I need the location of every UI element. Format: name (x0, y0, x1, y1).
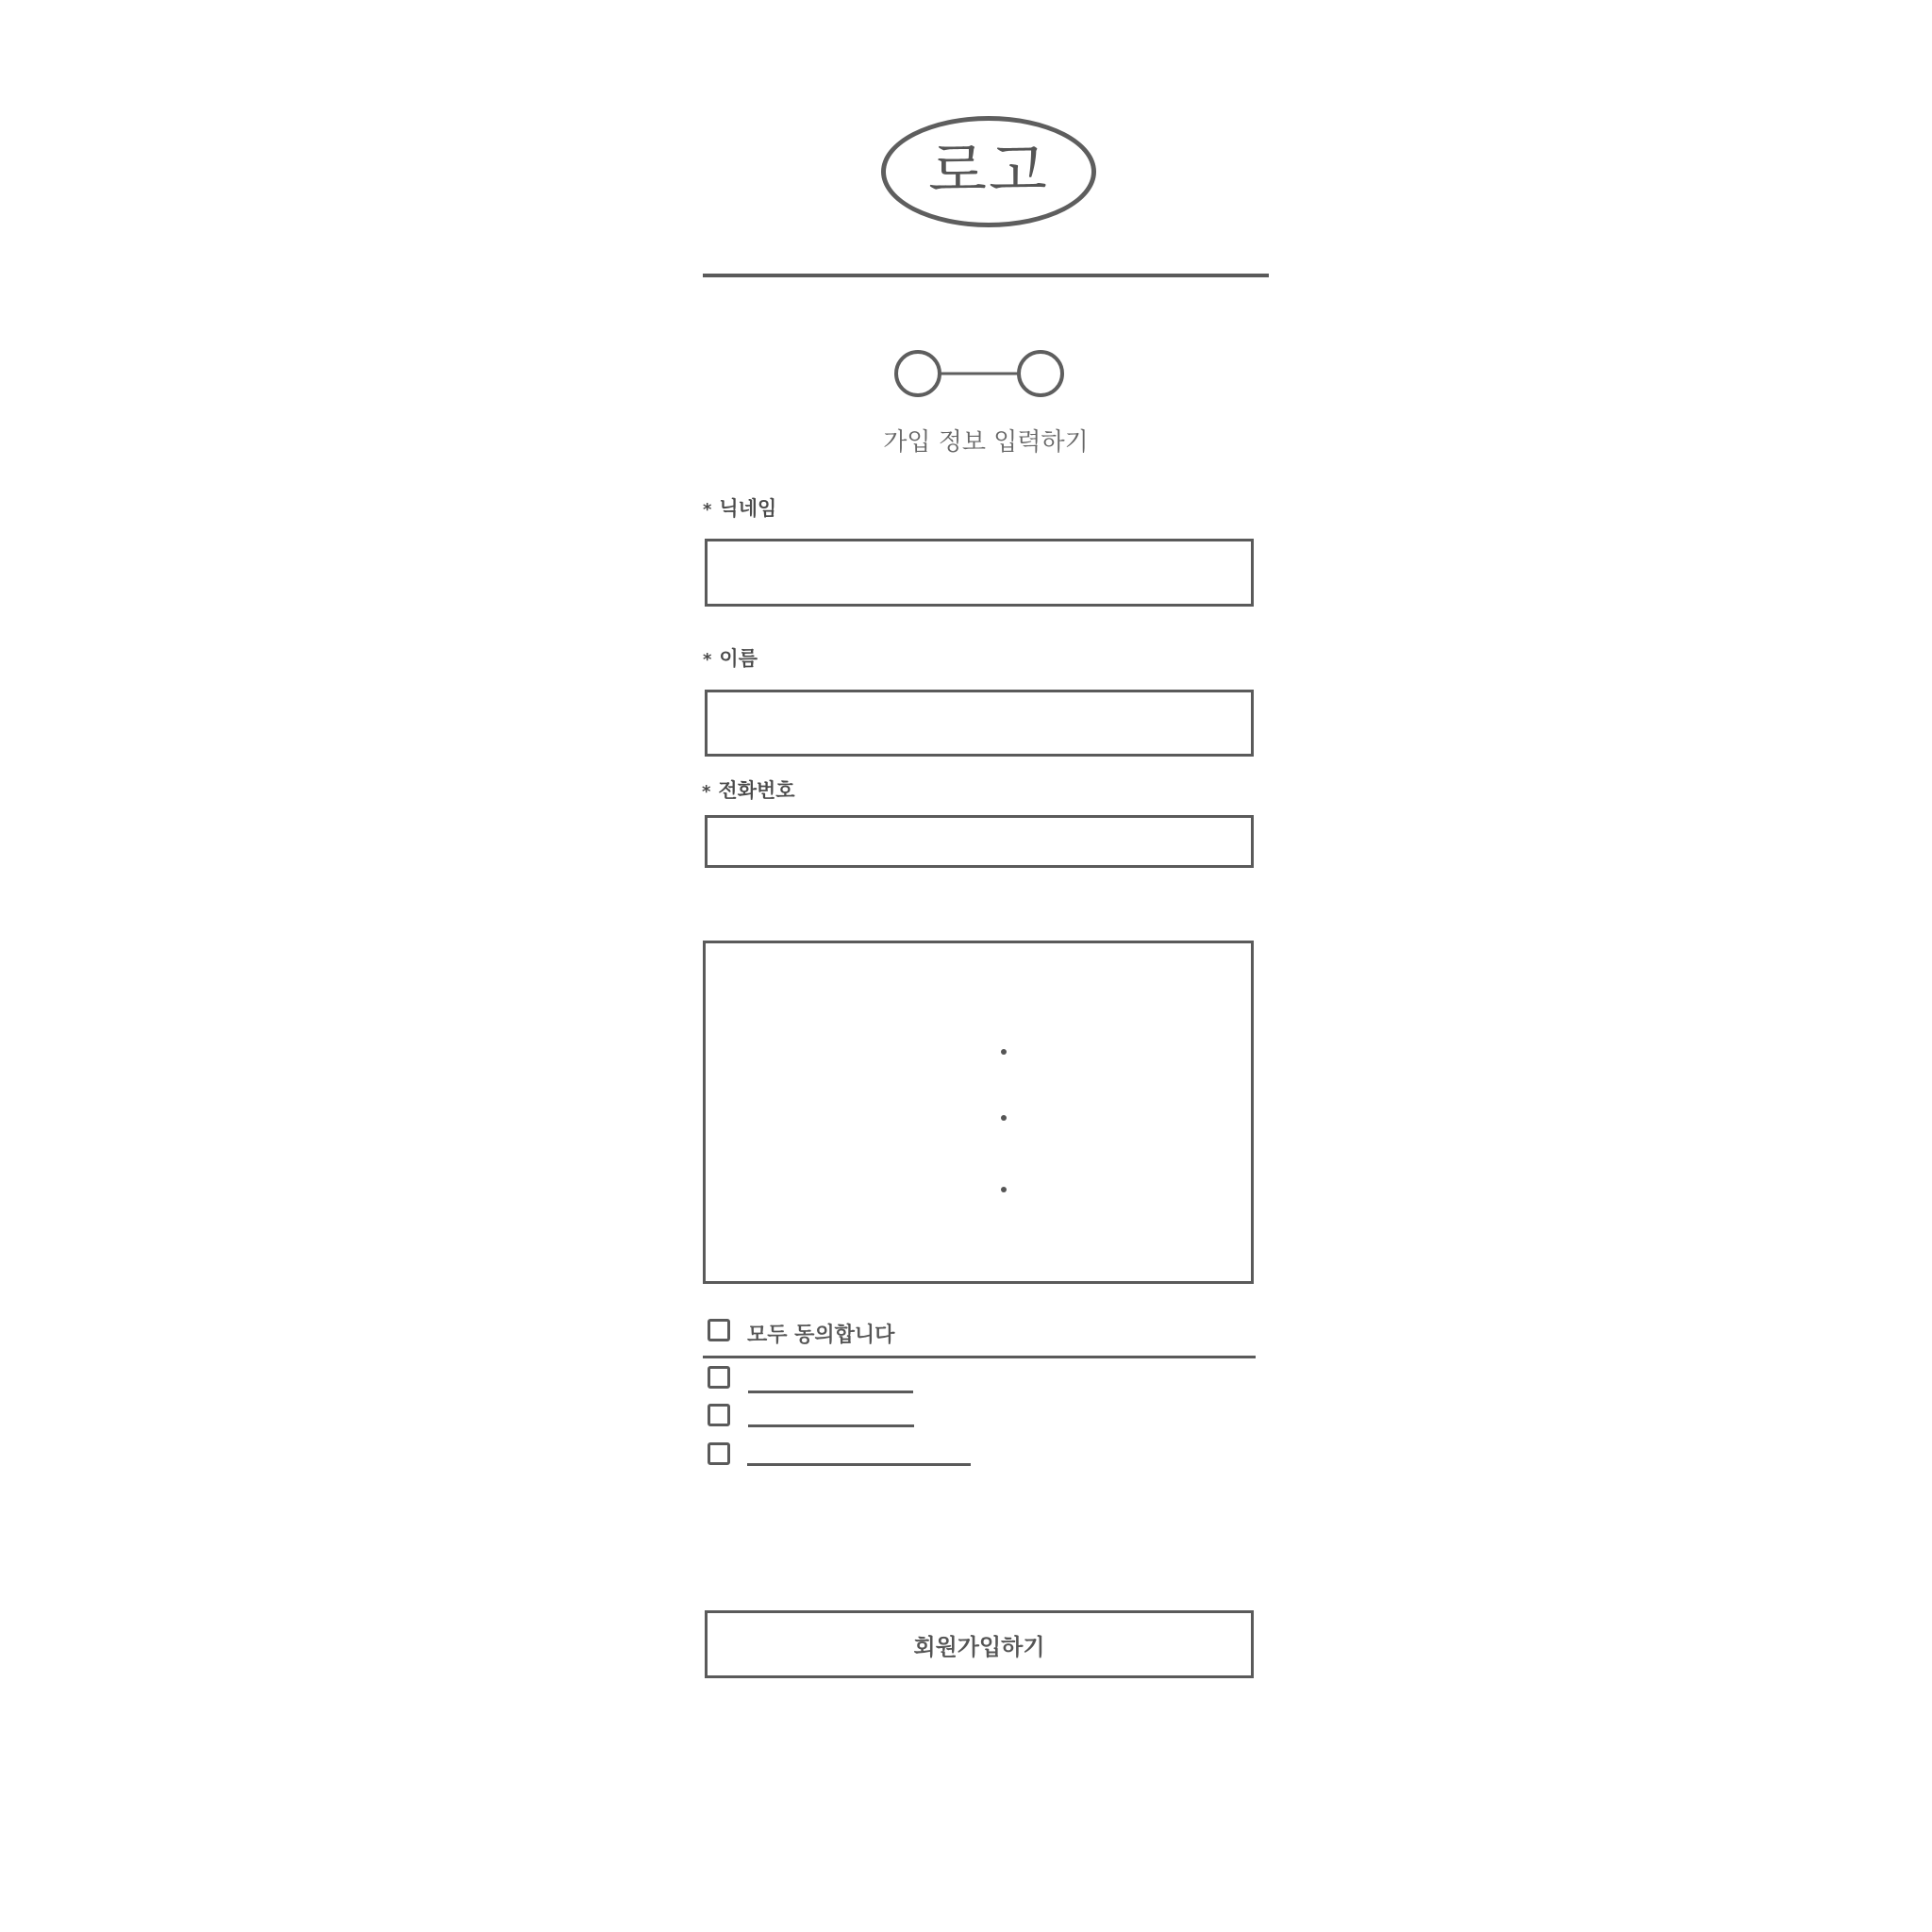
terms-content-box[interactable] (703, 941, 1254, 1284)
phone-input[interactable] (705, 815, 1254, 868)
ellipsis-dot (1001, 1049, 1007, 1055)
step-title: 가입 정보 입력하기 (883, 428, 1089, 457)
nickname-label (703, 493, 776, 522)
name-label-text: 이름 (719, 647, 758, 670)
required-mark: * (703, 500, 712, 520)
phone-label-text: 전화번호 (718, 779, 795, 802)
agree-all-label: 모두 동의합니다 (747, 1324, 895, 1347)
step-indicator (887, 349, 1075, 402)
term-3-label-placeholder (747, 1463, 971, 1466)
logo-text: 로고 (928, 137, 1049, 207)
header-divider (703, 274, 1269, 277)
term-2-checkbox[interactable] (708, 1404, 730, 1426)
ellipsis-dot (1001, 1187, 1007, 1192)
required-mark: * (703, 650, 712, 670)
term-3-checkbox[interactable] (708, 1442, 730, 1465)
name-label (703, 643, 758, 672)
ellipsis-dot (1001, 1115, 1007, 1121)
term-1-label-placeholder (748, 1391, 913, 1393)
step-2-circle (1019, 352, 1062, 395)
step-1-circle (896, 352, 940, 395)
term-2-label-placeholder (748, 1424, 914, 1427)
phone-label (702, 775, 795, 804)
agree-divider (703, 1356, 1256, 1358)
logo[interactable] (881, 116, 1096, 227)
nickname-label-text: 닉네임 (719, 497, 777, 520)
name-input[interactable] (705, 690, 1254, 757)
term-1-checkbox[interactable] (708, 1366, 730, 1389)
agree-all-checkbox[interactable] (708, 1319, 730, 1341)
required-mark: * (702, 782, 711, 802)
signup-button[interactable]: 회원가입하기 (705, 1610, 1254, 1678)
nickname-input[interactable] (705, 539, 1254, 607)
